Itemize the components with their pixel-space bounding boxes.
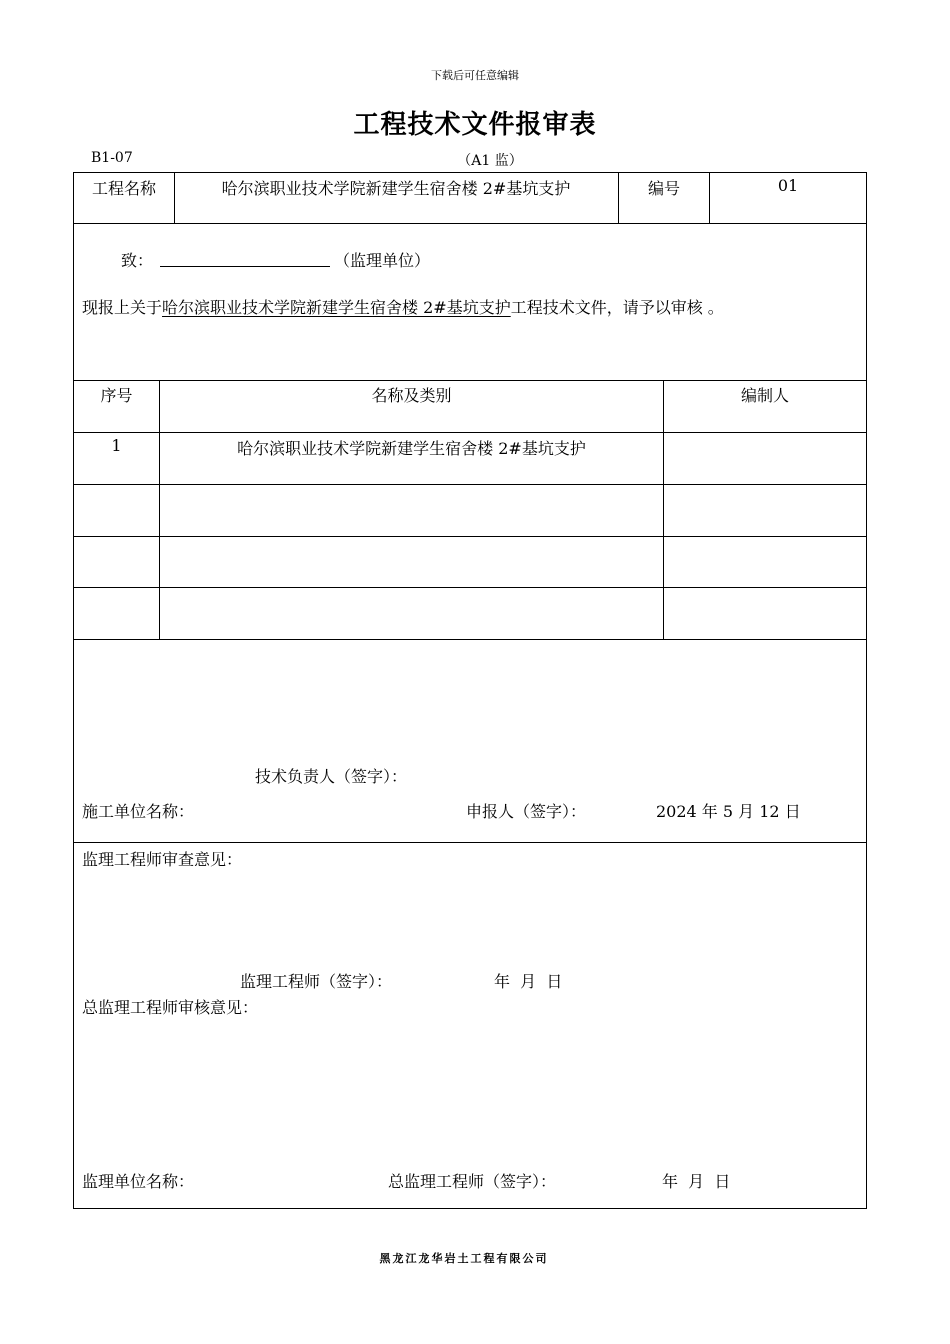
- page-title: 工程技术文件报审表: [353, 110, 597, 140]
- table-header-name: 名称及类别: [371, 386, 452, 405]
- report-prefix: 现报上关于: [82, 298, 163, 317]
- project-number-value: 01: [777, 176, 799, 195]
- application-date: 2024 年 5 月 12 日: [656, 802, 801, 821]
- tech-lead-signature-label: 技术负责人（签字）：: [255, 767, 408, 786]
- table-cell-name: 哈尔滨职业技术学院新建学生宿舍楼 2#基坑支护: [237, 439, 586, 458]
- applicant-signature-label: 申报人（签字）：: [466, 802, 587, 821]
- table-header-author: 编制人: [740, 386, 789, 405]
- table-header-seq: 序号: [100, 386, 133, 405]
- report-statement: [82, 295, 724, 318]
- report-subject: 哈尔滨职业技术学院新建学生宿舍楼 2#基坑支护: [162, 298, 511, 317]
- project-name-label: 工程名称: [91, 179, 156, 198]
- supervisor-date: 年 月 日: [494, 972, 563, 991]
- footer-company: 黑龙江龙华岩土工程有限公司: [379, 1252, 549, 1265]
- chief-signature-label: 总监理工程师（签字）：: [388, 1172, 557, 1191]
- form-category: （A1 监）: [457, 153, 523, 169]
- chief-date: 年 月 日: [662, 1172, 731, 1191]
- project-name-value: 哈尔滨职业技术学院新建学生宿舍楼 2#基坑支护: [221, 179, 571, 198]
- report-suffix: 工程技术文件，请予以审核 。: [510, 298, 724, 317]
- chief-opinion-label: 总监理工程师审核意见：: [82, 998, 259, 1017]
- project-number-label: 编号: [647, 179, 680, 198]
- supervision-unit-label: 监理单位名称：: [82, 1172, 195, 1191]
- contractor-unit-label: 施工单位名称：: [82, 802, 195, 821]
- table-cell-seq: 1: [111, 436, 122, 455]
- to-label: 致：: [121, 251, 154, 270]
- supervisor-signature-label: 监理工程师（签字）：: [240, 972, 393, 991]
- supervision-unit-blank[interactable]: [160, 247, 330, 267]
- supervisor-opinion-label: 监理工程师审查意见：: [82, 850, 243, 869]
- to-suffix: （监理单位）: [334, 251, 431, 270]
- header-note: 下载后可任意编辑: [431, 69, 519, 82]
- form-code: B1-07: [91, 150, 133, 166]
